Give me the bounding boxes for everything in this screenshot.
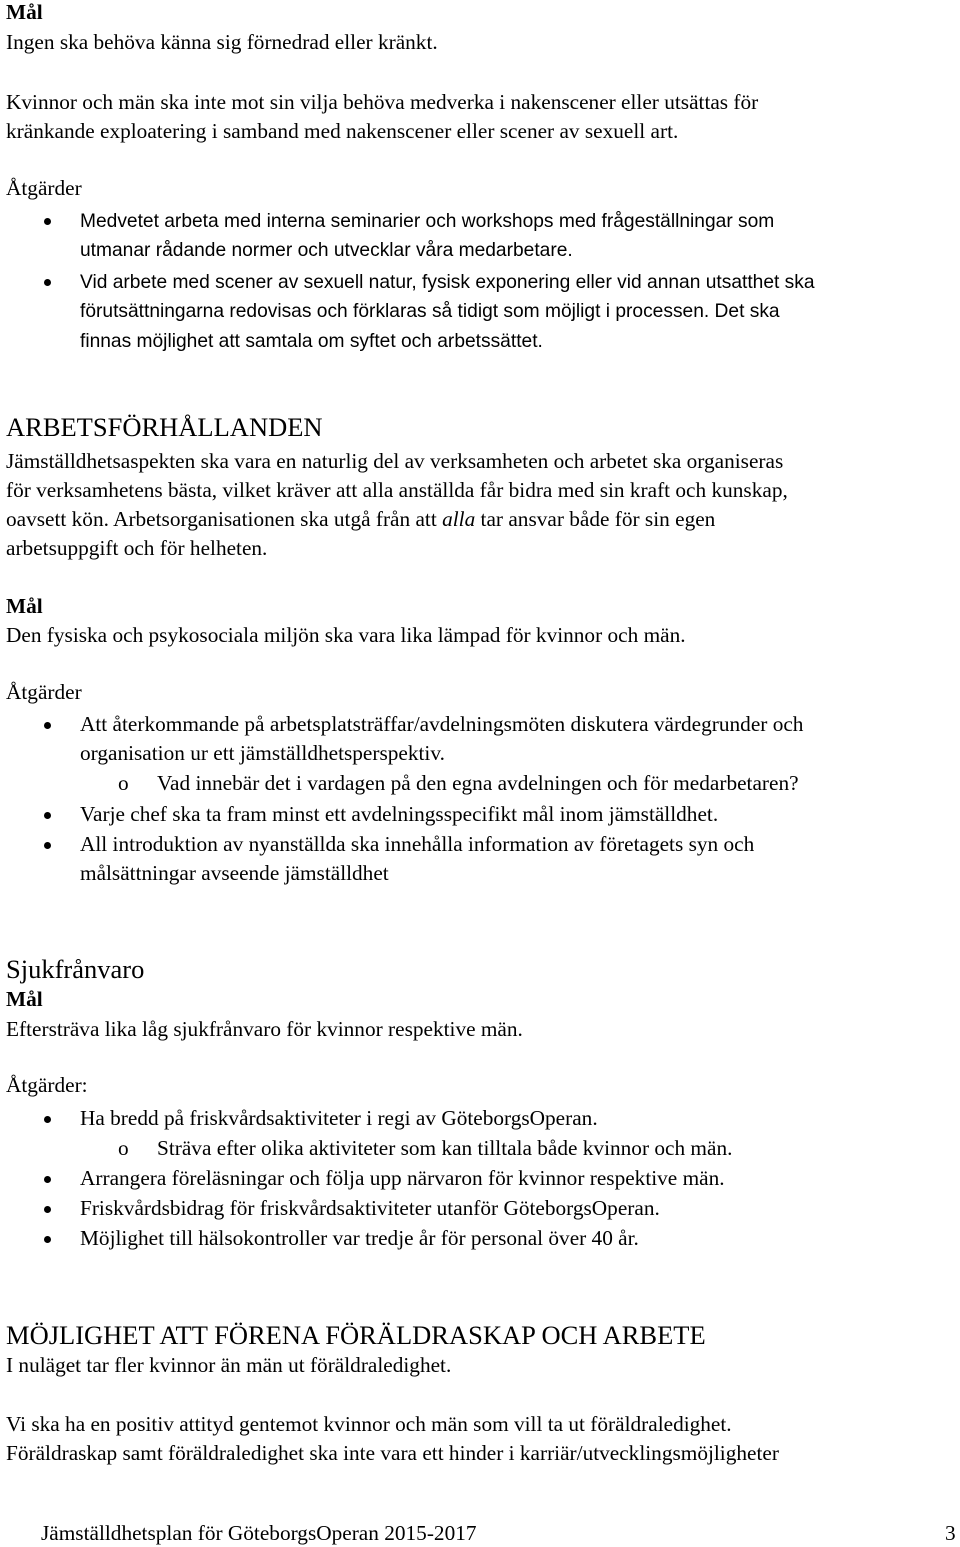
bullet-item-line: målsättningar avseende jämställdhet [80,861,389,885]
emphasis: alla [442,507,476,531]
bullet-item-line: organisation ur ett jämställdhetsperspektiv. [80,741,445,765]
bullet-icon [44,218,51,225]
goal-heading: Mål [6,0,43,24]
bullet-item-line: förutsättningarna redovisas och förklaras så tidigt som möjligt i processen. Det ska [80,301,780,322]
bullet-item: Arrangera föreläsningar och följa upp närvaron för kvinnor respektive män. [80,1166,725,1190]
bullet-item-line: utmanar rådande normer och utvecklar våra medarbetare. [80,240,573,261]
bullet-icon [44,1116,51,1123]
text-run: tar ansvar både för sin egen [475,507,716,531]
sub-bullet-marker: o [118,771,129,795]
goal-text: Eftersträva lika låg sjukfrånvaro för kvinnor respektive män. [6,1017,523,1041]
paragraph: Ingen ska behöva känna sig förnedrad eller kränkt. [6,30,438,54]
bullet-icon [44,1236,51,1243]
goal-text: Den fysiska och psykosociala miljön ska vara lika lämpad för kvinnor och män. [6,623,686,647]
paragraph-line: arbetsuppgift och för helheten. [6,536,268,560]
actions-heading: Åtgärder: [6,1073,88,1097]
paragraph-line: Föräldraskap samt föräldraledighet ska inte vara ett hinder i karriär/utvecklingsmöjligheter [6,1441,779,1465]
paragraph-line: Vi ska ha en positiv attityd gentemot kvinnor och män som vill ta ut föräldraledighet. [6,1412,732,1436]
page-number: 3 [945,1521,956,1545]
bullet-icon [44,842,51,849]
actions-heading: Åtgärder [6,176,82,200]
bullet-item-line: All introduktion av nyanställda ska innehålla information av företagets syn och [80,832,755,856]
sub-bullet-item: Sträva efter olika aktiviteter som kan tilltala både kvinnor och män. [157,1136,733,1160]
paragraph-line: Jämställdhetsaspekten ska vara en naturlig del av verksamheten och arbetet ska organiseras [6,449,784,473]
bullet-icon [44,1176,51,1183]
bullet-item: Möjlighet till hälsokontroller var tredje år för personal över 40 år. [80,1226,639,1250]
paragraph-line: Kvinnor och män ska inte mot sin vilja behöva medverka i nakenscener eller utsättas för [6,90,759,114]
footer-text: Jämställdhetsplan för GöteborgsOperan 2015-2017 [41,1521,477,1545]
sub-bullet-item: Vad innebär det i vardagen på den egna avdelningen och för medarbetaren? [157,771,799,795]
paragraph-line: för verksamhetens bästa, vilket kräver att alla anställda får bidra med sin kraft och kunskap, [6,478,788,502]
sub-bullet-marker: o [118,1136,129,1160]
bullet-item: Varje chef ska ta fram minst ett avdelningsspecifikt mål inom jämställdhet. [80,802,719,826]
bullet-item-line: finnas möjlighet att samtala om syftet och arbetssättet. [80,331,543,352]
bullet-item: Ha bredd på friskvårdsaktiviteter i regi av GöteborgsOperan. [80,1106,598,1130]
bullet-item-line: Medvetet arbeta med interna seminarier och workshops med frågeställningar som [80,211,775,232]
section-title: ARBETSFÖRHÅLLANDEN [6,412,323,442]
bullet-item-line: Vid arbete med scener av sexuell natur, fysisk exponering eller vid annan utsatthet ska [80,272,815,293]
bullet-icon [44,722,51,729]
bullet-icon [44,1206,51,1213]
section-title: Sjukfrånvaro [6,954,145,984]
goal-heading: Mål [6,594,43,618]
text-run: oavsett kön. Arbetsorganisationen ska utgå från att [6,507,443,531]
paragraph-line: kränkande exploatering i samband med nakenscener eller scener av sexuell art. [6,119,679,143]
actions-heading: Åtgärder [6,680,82,704]
paragraph-line [6,505,715,535]
bullet-item: Friskvårdsbidrag för friskvårdsaktiviteter utanför GöteborgsOperan. [80,1196,660,1220]
section-title: MÖJLIGHET ATT FÖRENA FÖRÄLDRASKAP OCH ARBETE [6,1320,706,1350]
goal-heading: Mål [6,987,43,1011]
bullet-item-line: Att återkommande på arbetsplatsträffar/avdelningsmöten diskutera värdegrunder och [80,712,804,736]
bullet-icon [44,279,51,286]
bullet-icon [44,812,51,819]
paragraph: I nuläget tar fler kvinnor än män ut föräldraledighet. [6,1353,452,1377]
